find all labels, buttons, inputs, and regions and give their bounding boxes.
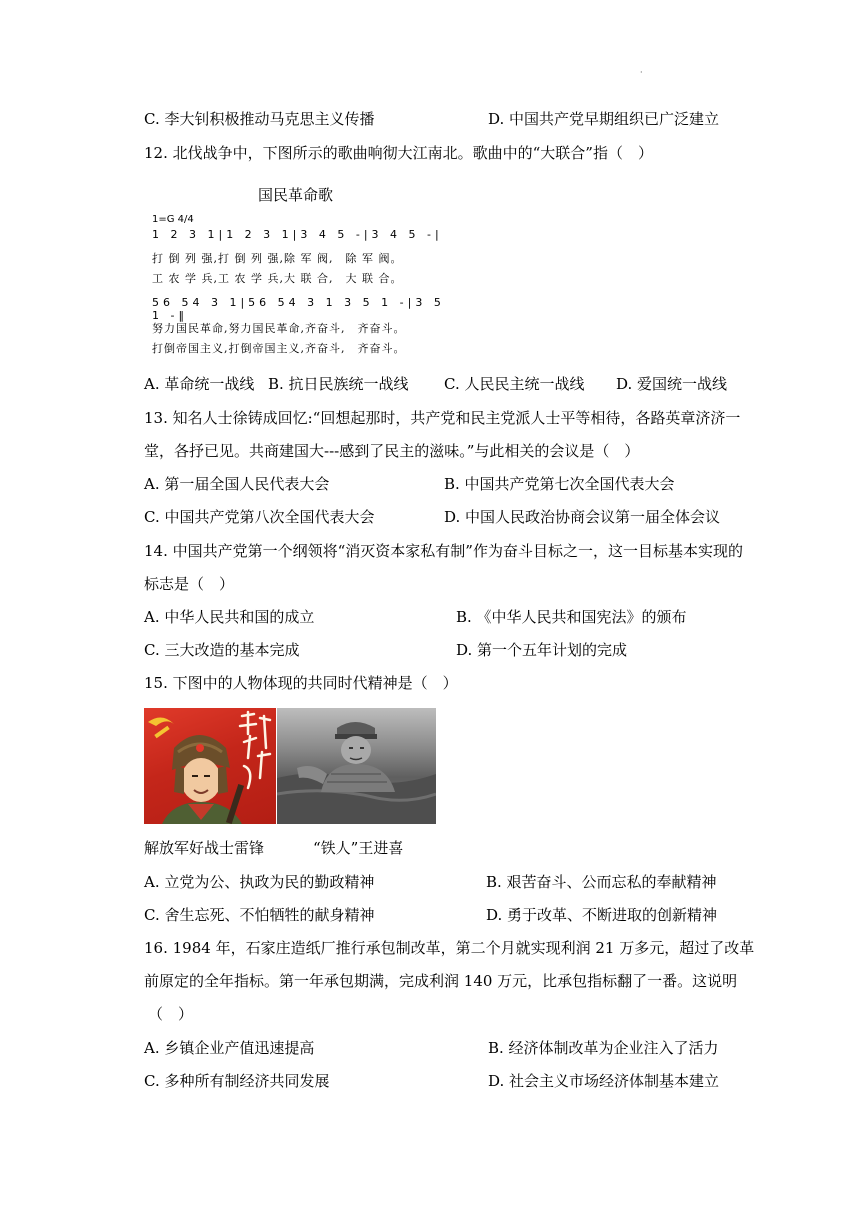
score-lyric-2: 工 农 学 兵,工 农 学 兵,大 联 合, 大 联 合。 [152,272,403,285]
q15-option-c: C. 舍生忘死、不怕牺牲的献身精神 [144,906,375,924]
q12-option-b: B. 抗日民族统一战线 [268,375,409,393]
q16-stem-line-2: 前原定的全年指标。第一年承包期满，完成利润 140 万元，比承包指标翻了一番。这说明 [144,972,738,990]
q13-stem-line-2: 堂，各抒已见。共商建国大---感到了民主的滋味。”与此相关的会议是（ ） [144,442,640,460]
q11-option-d: D. 中国共产党早期组织已广泛建立 [488,110,720,128]
q12-option-c: C. 人民民主统一战线 [444,375,585,393]
score-lyric-3: 努力国民革命,努力国民革命,齐奋斗, 齐奋斗。 [152,322,406,335]
q16-stem-line-3: （ ） [148,1005,194,1023]
q16-option-a: A. 乡镇企业产值迅速提高 [144,1039,315,1057]
q14-option-c: C. 三大改造的基本完成 [144,641,300,659]
q14-option-d: D. 第一个五年计划的完成 [456,641,628,659]
q16-option-d: D. 社会主义市场经济体制基本建立 [488,1072,720,1090]
q12-option-d: D. 爱国统一战线 [616,375,728,393]
q16-option-c: C. 多种所有制经济共同发展 [144,1072,330,1090]
page-mark: · [640,68,643,77]
score-lyric-4: 打倒帝国主义,打倒帝国主义,齐奋斗, 齐奋斗。 [152,342,406,355]
q14-stem-line-2: 标志是（ ） [144,575,235,593]
q13-stem-line-1: 13. 知名人士徐铸成回忆:“回想起那时，共产党和民主党派人士平等相待，各路英章济济一 [144,409,741,427]
song-key: 1=G 4/4 [152,214,194,225]
wang-jinxi-photo [277,708,436,824]
q13-option-b: B. 中国共产党第七次全国代表大会 [444,475,675,493]
q12-stem: 12. 北伐战争中，下图所示的歌曲响彻大江南北。歌曲中的“大联合”指（ ） [144,144,653,162]
score-row-2: 56 54 3 1|56 54 3 1 3 5 1 -|3 5 1 -‖ [152,296,445,322]
q15-option-b: B. 艰苦奋斗、公而忘私的奉献精神 [486,873,717,891]
q14-option-a: A. 中华人民共和国的成立 [144,608,315,626]
q16-stem-line-1: 16. 1984 年，石家庄造纸厂推行承包制改革，第二个月就实现利润 21 万多元，超过了改革 [144,939,755,957]
score-lyric-1: 打 倒 列 强,打 倒 列 强,除 军 阀, 除 军 阀。 [152,252,403,265]
lei-feng-photo [144,708,276,824]
song-score [150,180,450,360]
q16-option-b: B. 经济体制改革为企业注入了活力 [488,1039,719,1057]
caption-lei-feng: 解放军好战士雷锋 [144,839,265,857]
q14-option-b: B. 《中华人民共和国宪法》的颁布 [456,608,687,626]
caption-wang-jinxi: “铁人”王进喜 [313,839,404,857]
q12-option-a: A. 革命统一战线 [144,375,255,393]
q14-stem-line-1: 14. 中国共产党第一个纲领将“消灭资本家私有制”作为奋斗目标之一，这一目标基本实现的 [144,542,743,560]
q13-option-c: C. 中国共产党第八次全国代表大会 [144,508,375,526]
song-title: 国民革命歌 [258,186,334,204]
q15-option-a: A. 立党为公、执政为民的勤政精神 [144,873,375,891]
q13-option-d: D. 中国人民政治协商会议第一届全体会议 [444,508,721,526]
q11-option-c: C. 李大钊积极推动马克思主义传播 [144,110,375,128]
score-row-1: 1 2 3 1|1 2 3 1|3 4 5 -|3 4 5 -| [152,228,443,241]
q13-option-a: A. 第一届全国人民代表大会 [144,475,330,493]
q15-option-d: D. 勇于改革、不断进取的创新精神 [486,906,718,924]
q15-stem: 15. 下图中的人物体现的共同时代精神是（ ） [144,674,458,692]
